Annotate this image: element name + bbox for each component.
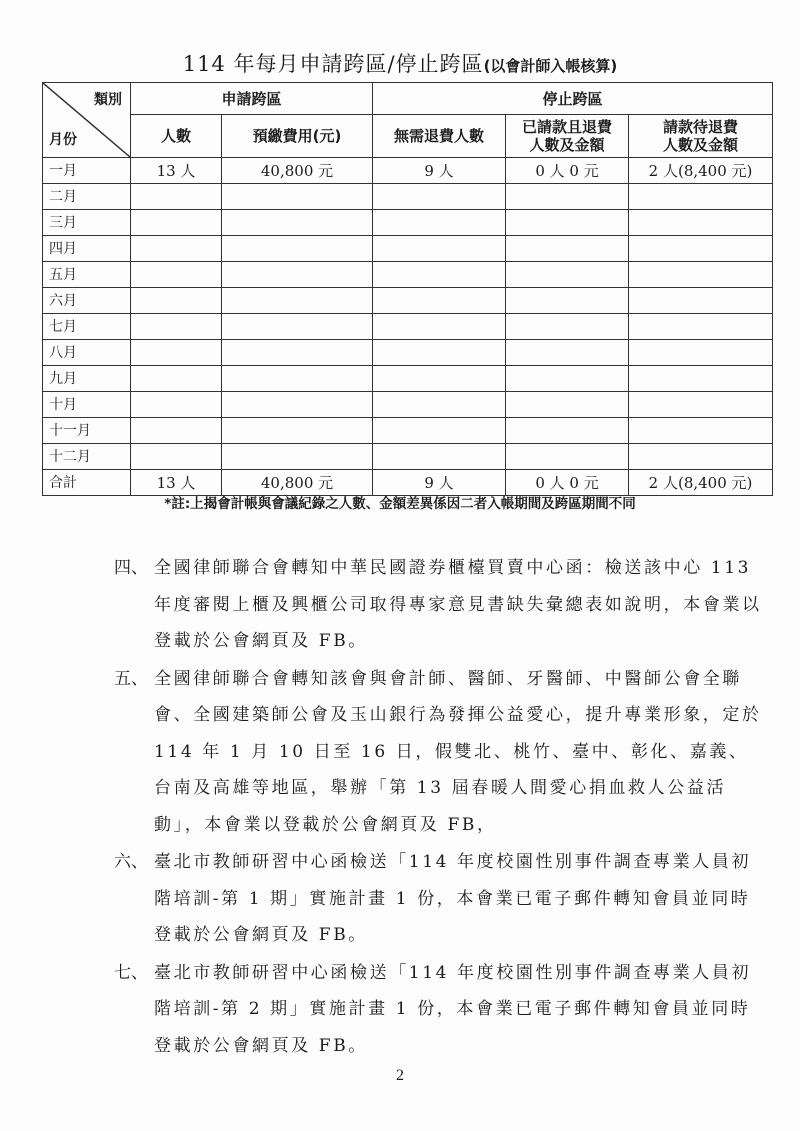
pending-cell xyxy=(629,444,773,470)
table-footnote: *註:上揭會計帳與會議紀錄之人數、金額差異係因二者入帳期間及跨區期間不同 xyxy=(164,496,636,512)
item-text: 臺北市教師研習中心函檢送「114 年度校園性別事件調查專業人員初階培訓-第 1 期」實施計畫 1 份，本會業已電子郵件轉知會員並同時登載於公會網頁及 FB。 xyxy=(154,852,752,945)
refunded-cell xyxy=(506,262,629,288)
people-cell xyxy=(131,366,222,392)
people-cell xyxy=(131,392,222,418)
people-cell xyxy=(131,210,222,236)
month-cell: 三月 xyxy=(43,210,131,236)
people-cell: 13 人 xyxy=(131,158,222,184)
pending-cell xyxy=(629,340,773,366)
fee-cell xyxy=(222,314,373,340)
no-refund-cell: 9 人 xyxy=(373,158,506,184)
fee-cell xyxy=(222,210,373,236)
item-text: 全國律師聯合會轉知該會與會計師、醫師、牙醫師、中醫師公會全聯會、全國建築師公會及玉山銀行為發揮公益愛心，提升專業形象，定於 114 年 1 月 10 日至 16 日，假雙北、桃竹、臺中、彰化、嘉義、台南及高雄等地區，舉辦「第 13 屆春暖人間愛心捐血救人公益活動」，本會業以登載於公會網頁及 FB， xyxy=(154,668,762,835)
refunded-cell xyxy=(506,418,629,444)
list-item xyxy=(114,661,764,844)
people-cell xyxy=(131,444,222,470)
pending-cell xyxy=(629,236,773,262)
item-number: 四、 xyxy=(114,558,148,578)
table-row xyxy=(43,210,773,236)
table-row xyxy=(43,340,773,366)
table-row xyxy=(43,184,773,210)
col-header-no-refund: 無需退費人數 xyxy=(373,115,506,158)
refunded-cell xyxy=(506,392,629,418)
table-title xyxy=(0,48,800,78)
fee-cell xyxy=(222,444,373,470)
fee-cell xyxy=(222,288,373,314)
no-refund-cell xyxy=(373,340,506,366)
refunded-cell: 0 人 0 元 xyxy=(506,470,629,496)
list-item xyxy=(114,550,764,660)
no-refund-cell xyxy=(373,210,506,236)
col-header-refunded-line1: 已請款且退費 xyxy=(522,118,613,136)
pending-cell xyxy=(629,184,773,210)
item-text: 臺北市教師研習中心函檢送「114 年度校園性別事件調查專業人員初階培訓-第 2 期」實施計畫 1 份，本會業已電子郵件轉知會員並同時登載於公會網頁及 FB。 xyxy=(154,962,752,1056)
fee-cell xyxy=(222,236,373,262)
fee-cell: 40,800 元 xyxy=(222,470,373,496)
no-refund-cell: 9 人 xyxy=(373,470,506,496)
month-cell: 九月 xyxy=(43,366,131,392)
col-header-fee: 預繳費用(元) xyxy=(222,115,373,158)
people-cell xyxy=(131,236,222,262)
pending-cell xyxy=(629,366,773,392)
people-cell xyxy=(131,418,222,444)
col-header-refunded xyxy=(506,115,629,158)
month-cell: 十月 xyxy=(43,392,131,418)
no-refund-cell xyxy=(373,314,506,340)
corner-label-category: 類別 xyxy=(94,92,122,108)
pending-cell: 2 人(8,400 元) xyxy=(629,470,773,496)
people-cell xyxy=(131,288,222,314)
group-header-apply: 申請跨區 xyxy=(131,83,373,115)
page-number: 2 xyxy=(396,1067,404,1084)
col-header-pending-line2: 人數及金額 xyxy=(663,136,739,154)
pending-cell xyxy=(629,314,773,340)
no-refund-cell xyxy=(373,262,506,288)
month-cell: 二月 xyxy=(43,184,131,210)
pending-cell xyxy=(629,418,773,444)
pending-cell: 2 人(8,400 元) xyxy=(629,158,773,184)
item-number: 五、 xyxy=(114,668,148,689)
month-cell: 四月 xyxy=(43,236,131,262)
table-row xyxy=(43,392,773,418)
month-cell: 一月 xyxy=(43,158,131,184)
refunded-cell: 0 人 0 元 xyxy=(506,158,629,184)
month-cell: 合計 xyxy=(43,470,131,496)
col-header-people: 人數 xyxy=(131,115,222,158)
pending-cell xyxy=(629,392,773,418)
table-row xyxy=(43,236,773,262)
table-row xyxy=(43,288,773,314)
no-refund-cell xyxy=(373,288,506,314)
people-cell: 13 人 xyxy=(131,470,222,496)
no-refund-cell xyxy=(373,418,506,444)
fee-cell: 40,800 元 xyxy=(222,158,373,184)
people-cell xyxy=(131,184,222,210)
people-cell xyxy=(131,340,222,366)
people-cell xyxy=(131,314,222,340)
fee-cell xyxy=(222,340,373,366)
fee-cell xyxy=(222,366,373,392)
no-refund-cell xyxy=(373,236,506,262)
refunded-cell xyxy=(506,288,629,314)
fee-cell xyxy=(222,262,373,288)
table-row xyxy=(43,444,773,470)
group-header-stop: 停止跨區 xyxy=(373,83,773,115)
month-cell: 十一月 xyxy=(43,418,131,444)
no-refund-cell xyxy=(373,392,506,418)
item-text: 全國律師聯合會轉知中華民國證券櫃檯買賣中心函：檢送該中心 113 年度審閱上櫃及興櫃公司取得專家意見書缺失彙總表如說明，本會業以登載於公會網頁及 FB。 xyxy=(154,558,762,651)
refunded-cell xyxy=(506,366,629,392)
header-row-2 xyxy=(43,115,773,158)
table-row xyxy=(43,366,773,392)
fee-cell xyxy=(222,418,373,444)
corner-header-cell xyxy=(43,83,131,158)
refunded-cell xyxy=(506,184,629,210)
no-refund-cell xyxy=(373,444,506,470)
table-title-main: 114 年每月申請跨區/停止跨區 xyxy=(182,52,484,76)
list-item xyxy=(114,955,764,1065)
corner-label-month: 月份 xyxy=(49,132,77,148)
list-item xyxy=(114,844,764,954)
fee-cell xyxy=(222,392,373,418)
item-list xyxy=(114,550,764,1065)
month-cell: 十二月 xyxy=(43,444,131,470)
refunded-cell xyxy=(506,444,629,470)
col-header-pending xyxy=(629,115,773,158)
item-number: 七、 xyxy=(114,962,148,983)
col-header-refunded-line2: 人數及金額 xyxy=(529,136,605,154)
pending-cell xyxy=(629,210,773,236)
month-cell: 七月 xyxy=(43,314,131,340)
table-row xyxy=(43,158,773,184)
table-row xyxy=(43,418,773,444)
col-header-pending-line1: 請款待退費 xyxy=(663,118,739,136)
refunded-cell xyxy=(506,236,629,262)
month-cell: 六月 xyxy=(43,288,131,314)
fee-cell xyxy=(222,184,373,210)
table-title-sub: (以會計師入帳核算) xyxy=(483,57,618,75)
people-cell xyxy=(131,262,222,288)
month-cell: 五月 xyxy=(43,262,131,288)
table-row xyxy=(43,262,773,288)
pending-cell xyxy=(629,288,773,314)
header-row-1 xyxy=(43,83,773,115)
no-refund-cell xyxy=(373,184,506,210)
pending-cell xyxy=(629,262,773,288)
refunded-cell xyxy=(506,314,629,340)
refunded-cell xyxy=(506,340,629,366)
monthly-cross-region-table xyxy=(42,82,773,496)
no-refund-cell xyxy=(373,366,506,392)
item-number: 六、 xyxy=(114,852,148,872)
refunded-cell xyxy=(506,210,629,236)
month-cell: 八月 xyxy=(43,340,131,366)
table-row xyxy=(43,314,773,340)
